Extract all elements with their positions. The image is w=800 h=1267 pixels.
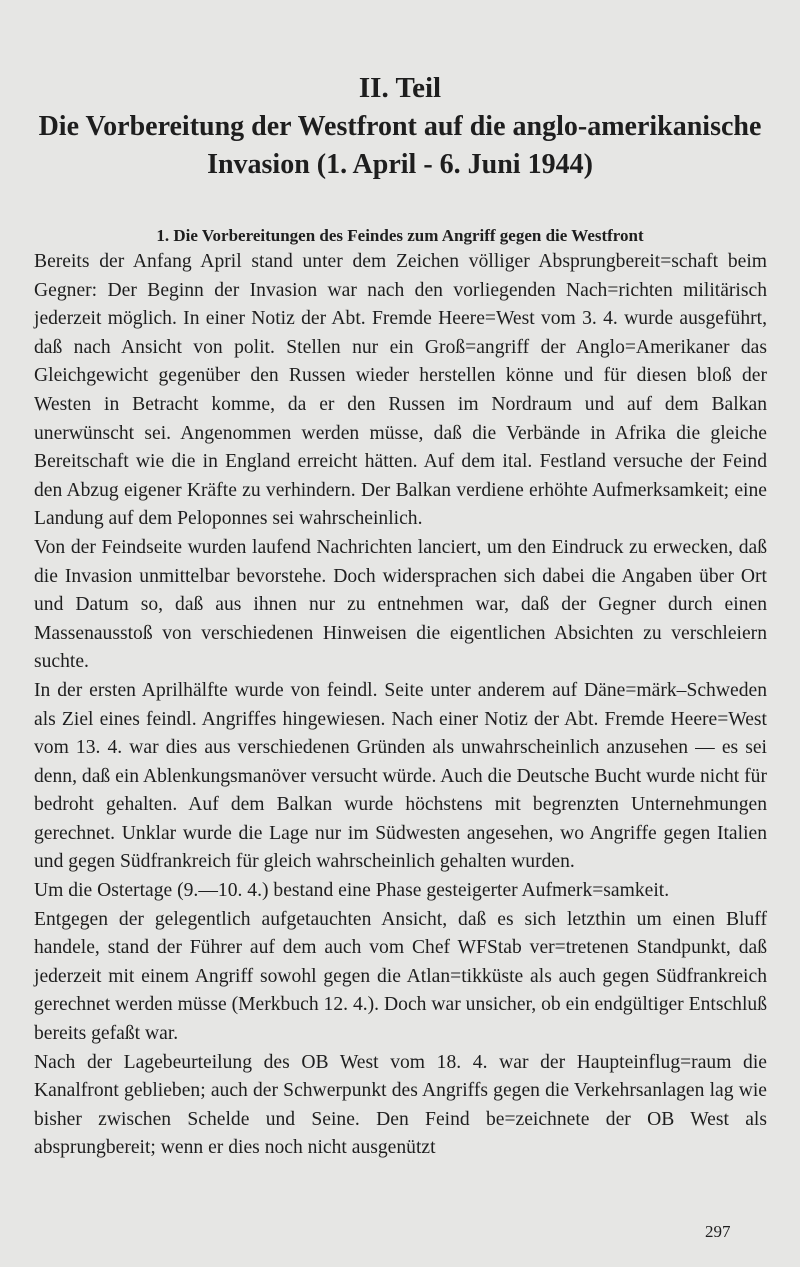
paragraph: Bereits der Anfang April stand unter dem Zeichen völliger Absprungbereit=schaft beim Gegner: Der Beginn der Invasion war nach den vorliegenden Nach=richten militärisch jederzeit möglich. In einer Notiz der Abt. Fremde Heere=West vom 3. 4. wurde ausgeführt, daß nach Ansicht von polit. Stellen nur ein Groß=angriff der Anglo=Amerikaner das Gleichgewicht gegenüber den Russen wieder herstellen könne und für diesen bloß der Westen in Betracht komme, da er den Russen im Nordraum und auf dem Balkan unerwünscht sei. Angenommen werden müsse, daß die Verbände in Afrika die gleiche Bereitschaft wie die in England erreicht hätten. Auf dem ital. Festland versuche der Feind den Abzug eigener Kräfte zu verhindern. Der Balkan verdiene erhöhte Aufmerksamkeit; eine Landung auf dem Peloponnes sei wahrscheinlich.: [34, 251, 767, 530]
paragraph: Von der Feindseite wurden laufend Nachrichten lanciert, um den Eindruck zu erwecken, daß die Invasion unmittelbar bevorstehe. Doch widersprachen sich dabei die Angaben über Ort und Datum so, daß aus ihnen nur zu entnehmen war, daß der Gegner durch einen Massenausstoß von verschiedenen Hinweisen die eigentlichen Absichten zu verschleiern suchte.: [34, 536, 767, 673]
chapter-title: Die Vorbereitung der Westfront auf die anglo-amerikanische Invasion (1. April - 6. Juni 1944): [38, 111, 762, 180]
page-number: 297: [705, 1222, 731, 1241]
paragraph: Entgegen der gelegentlich aufgetauchten Ansicht, daß es sich letzthin um einen Bluff handele, stand der Führer auf dem auch vom Chef WFStab ver=tretenen Standpunkt, daß jederzeit mit einem Angriff sowohl gegen die Atlan=tikküste als auch gegen Südfrankreich gerechnet werden müsse (Merkbuch 12. 4.). Doch war unsicher, ob ein endgültiger Entschluß bereits gefaßt war.: [34, 908, 767, 1045]
paragraph: Um die Ostertage (9.—10. 4.) bestand eine Phase gesteigerter Aufmerk=samkeit.: [34, 880, 670, 902]
part-heading: II. Teil: [358, 72, 442, 104]
paragraph: Nach der Lagebeurteilung des OB West vom 18. 4. war der Haupteinflug=raum die Kanalfront geblieben; auch der Schwerpunkt des Angriffs gegen die Verkehrsanlagen lag wie bisher zwischen Schelde und Seine. Den Feind be=zeichnete der OB West als absprungbereit; wenn er dies noch nicht ausgenützt: [34, 1051, 767, 1159]
body-text: [34, 248, 767, 1163]
section-heading: 1. Die Vorbereitungen des Feindes zum Angriff gegen die Westfront: [156, 226, 644, 245]
paragraph: In der ersten Aprilhälfte wurde von feindl. Seite unter anderem auf Däne=märk–Schweden als Ziel eines feindl. Angriffes hingewiesen. Nach einer Notiz der Abt. Fremde Heere=West vom 13. 4. war dies aus verschiedenen Gründen als unwahrscheinlich anzusehen — es sei denn, daß ein Ablenkungsmanöver versucht würde. Auch die Deutsche Bucht wurde nicht für bedroht gehalten. Auf dem Balkan wurde höchstens mit begrenzten Unternehmungen gerechnet. Unklar wurde die Lage nur im Südwesten angesehen, wo Angriffe gegen Italien und gegen Südfrankreich für gleich wahrscheinlich gehalten wurden.: [34, 679, 767, 873]
